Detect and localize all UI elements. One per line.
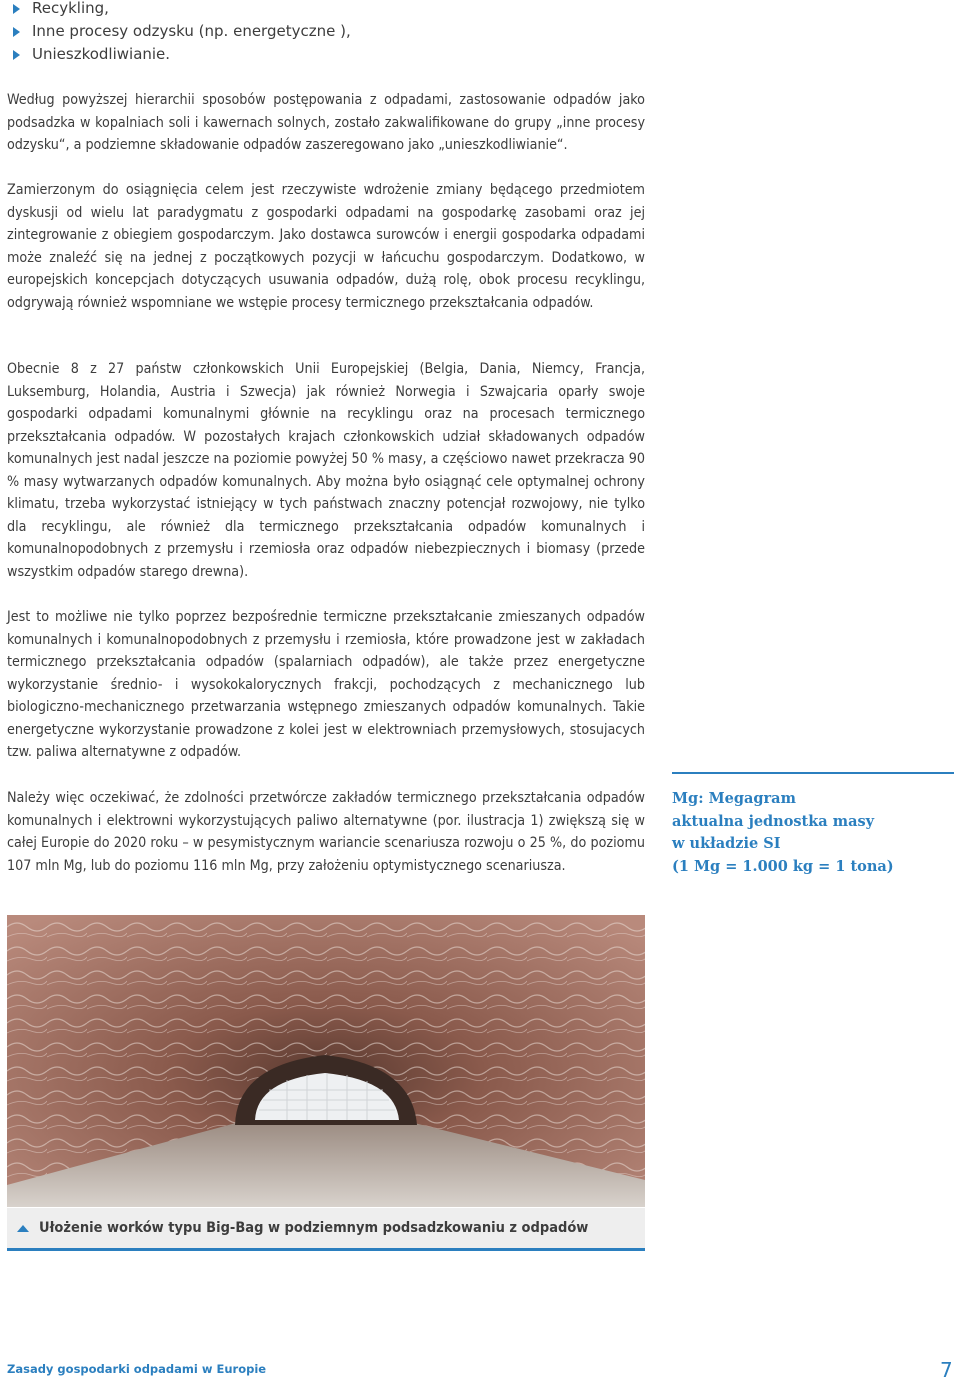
sidebar-note-line: aktualna jednostka masy xyxy=(672,812,875,830)
figure-caption xyxy=(7,1208,645,1251)
list-item-text: Unieszkodliwianie. xyxy=(32,45,171,63)
footer-title: Zasady gospodarki odpadami w Europie xyxy=(7,1362,267,1376)
list-item-text: Recykling, xyxy=(32,0,109,17)
list-item xyxy=(10,43,351,66)
sidebar-note xyxy=(672,772,954,878)
sidebar-note-line: Mg: Megagram xyxy=(672,790,796,807)
list-item xyxy=(10,0,351,20)
list-item xyxy=(10,20,351,43)
page-number: 7 xyxy=(940,1358,953,1382)
paragraph-capacity-forecast: Należy więc oczekiwać, że zdolności przetwórcze zakładów termicznego przekształcania odpadów komunalnych i elektrowni wykorzystujących paliwo alternatywne (por. ilustracja 1) zwiększą się w całej Europie do 2020 roku – w pesymistycznym wariancie scenariusza rozwoju o 25 %, do poziomu 107 mln Mg, lub do poziomu 116 mln Mg, przy założeniu optymistycznego scenariusza. xyxy=(7,790,645,874)
paragraph-goal: Zamierzonym do osiągnięcia celem jest rzeczywiste wdrożenie zmiany będącego przedmiotem dyskusji od wielu lat paradygmatu z gospodarki odpadami na gospodarkę zasobami oraz jej zintegrowanie z obiegiem gospodarczym. Jako dostawca surowców i energii gospodarka odpadami może znaleźć się na jednej z początkowych pozycji w łańcuchu gospodarczym. Dodatkowo, w europejskich koncepcjach dotyczących usuwania odpadów, dużą rolę, obok procesu recyklingu, odgrywają również wspomniane we wstępie procesy termicznego przekształcania odpadów. xyxy=(7,182,645,311)
triangle-bullet-icon xyxy=(13,4,20,14)
paragraph-member-states: Obecnie 8 z 27 państw członkowskich Unii Europejskiej (Belgia, Dania, Niemcy, Francja, Luksemburg, Holandia, Austria i Szwecja) jak również Norwegia i Szwajcaria oparły swoje gospodarki odpadami komunalnymi głównie na recyklingu oraz na procesach termicznego przekształcania odpadów. W pozostałych krajach członkowskich udział składowanych odpadów komunalnych jest nadal jeszcze na poziomie powyżej 50 % masy, a częściowo nawet przekracza 90 % masy wytwarzanych odpadów komunalnych. Aby można było osiągnąć cele optymalnej ochrony klimatu, trzeba wykorzystać istniejący w tych państwach znaczny potencjał rozwojowy, nie tylko dla recyklingu, ale również dla termicznego przekształcania odpadów komunalnych i komunalnopodobnych z przemysłu i rzemiosła oraz odpadów niebezpiecznych i biomasy (przede wszystkim odpadów starego drewna). xyxy=(7,361,645,580)
sidebar-note-line: (1 Mg = 1.000 kg = 1 tona) xyxy=(672,857,894,875)
triangle-up-icon xyxy=(17,1225,29,1232)
figure-caption-text: Ułożenie worków typu Big-Bag w podziemnym podsadzkowaniu z odpadów xyxy=(39,1220,589,1236)
list-item-text: Inne procesy odzysku (np. energetyczne ), xyxy=(32,22,351,40)
salt-mine-tunnel-photo xyxy=(7,915,645,1207)
paragraph-hierarchy: Według powyższej hierarchii sposobów postępowania z odpadami, zastosowanie odpadów jako podsadzka w kopalniach soli i kawernach solnych, zostało zakwalifikowane do grupy „inne procesy odzysku“, a podziemne składowanie odpadów zaszeregowano jako „unieszkodliwianie“. xyxy=(7,92,645,153)
sidebar-note-line: w układzie SI xyxy=(672,835,781,852)
triangle-bullet-icon xyxy=(13,50,20,60)
triangle-bullet-icon xyxy=(13,27,20,37)
paragraph-thermal-processing: Jest to możliwe nie tylko poprzez bezpośrednie termiczne przekształcanie zmieszanych odpadów komunalnych i komunalnopodobnych z przemysłu i rzemiosła, które prowadzone jest w zakładach termicznego przekształcania odpadów (spalarniach odpadów), ale także przez energetyczne wykorzystanie średnio- i wysokokalorycznych frakcji, pochodzących z mechanicznego lub biologiczno-mechanicznego przetwarzania wstępnego zmieszanych odpadów komunalnych. Takie energetyczne wykorzystanie prowadzone z kolei jest w elektrowniach przemysłowych, stosujacych tzw. paliwa alternatywne z odpadów. xyxy=(7,609,645,760)
bullet-list xyxy=(10,0,351,66)
salt-mine-tunnel-illustration xyxy=(7,915,645,1207)
